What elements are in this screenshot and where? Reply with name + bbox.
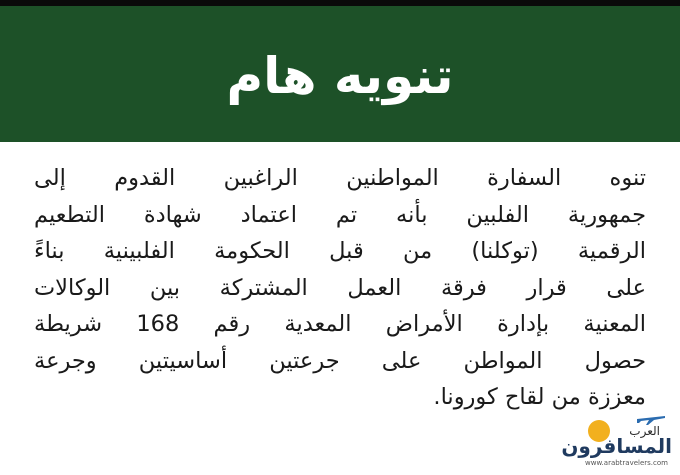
announcement-line: تنوه السفارة المواطنين الراغبين القدوم إلى bbox=[34, 165, 646, 191]
watermark-small-text: العرب bbox=[629, 424, 660, 438]
announcement-line: حصول المواطن على جرعتين أساسيتين وجرعة bbox=[34, 347, 646, 374]
announcement-line: الرقمية (توكلنا) من قبل الحكومة الفلبينية بناءً bbox=[34, 238, 646, 264]
banner-title: تنويه هام bbox=[226, 47, 454, 105]
watermark-name: المسافرون bbox=[561, 434, 672, 458]
announcement-text bbox=[34, 160, 646, 416]
header-banner bbox=[0, 6, 680, 142]
announcement-line: على قرار فرقة العمل المشتركة بين الوكالات bbox=[34, 274, 646, 301]
watermark-logo bbox=[561, 406, 676, 470]
watermark-url: www.arabtravelers.com bbox=[585, 459, 668, 467]
announcement-line: معززة من لقاح كورونا. bbox=[433, 384, 646, 410]
announcement-line: جمهورية الفلبين بأنه تم اعتماد شهادة التطعيم bbox=[34, 201, 646, 228]
announcement-line: المعنية بإدارة الأمراض المعدية رقم 168 شريطة bbox=[34, 311, 646, 337]
